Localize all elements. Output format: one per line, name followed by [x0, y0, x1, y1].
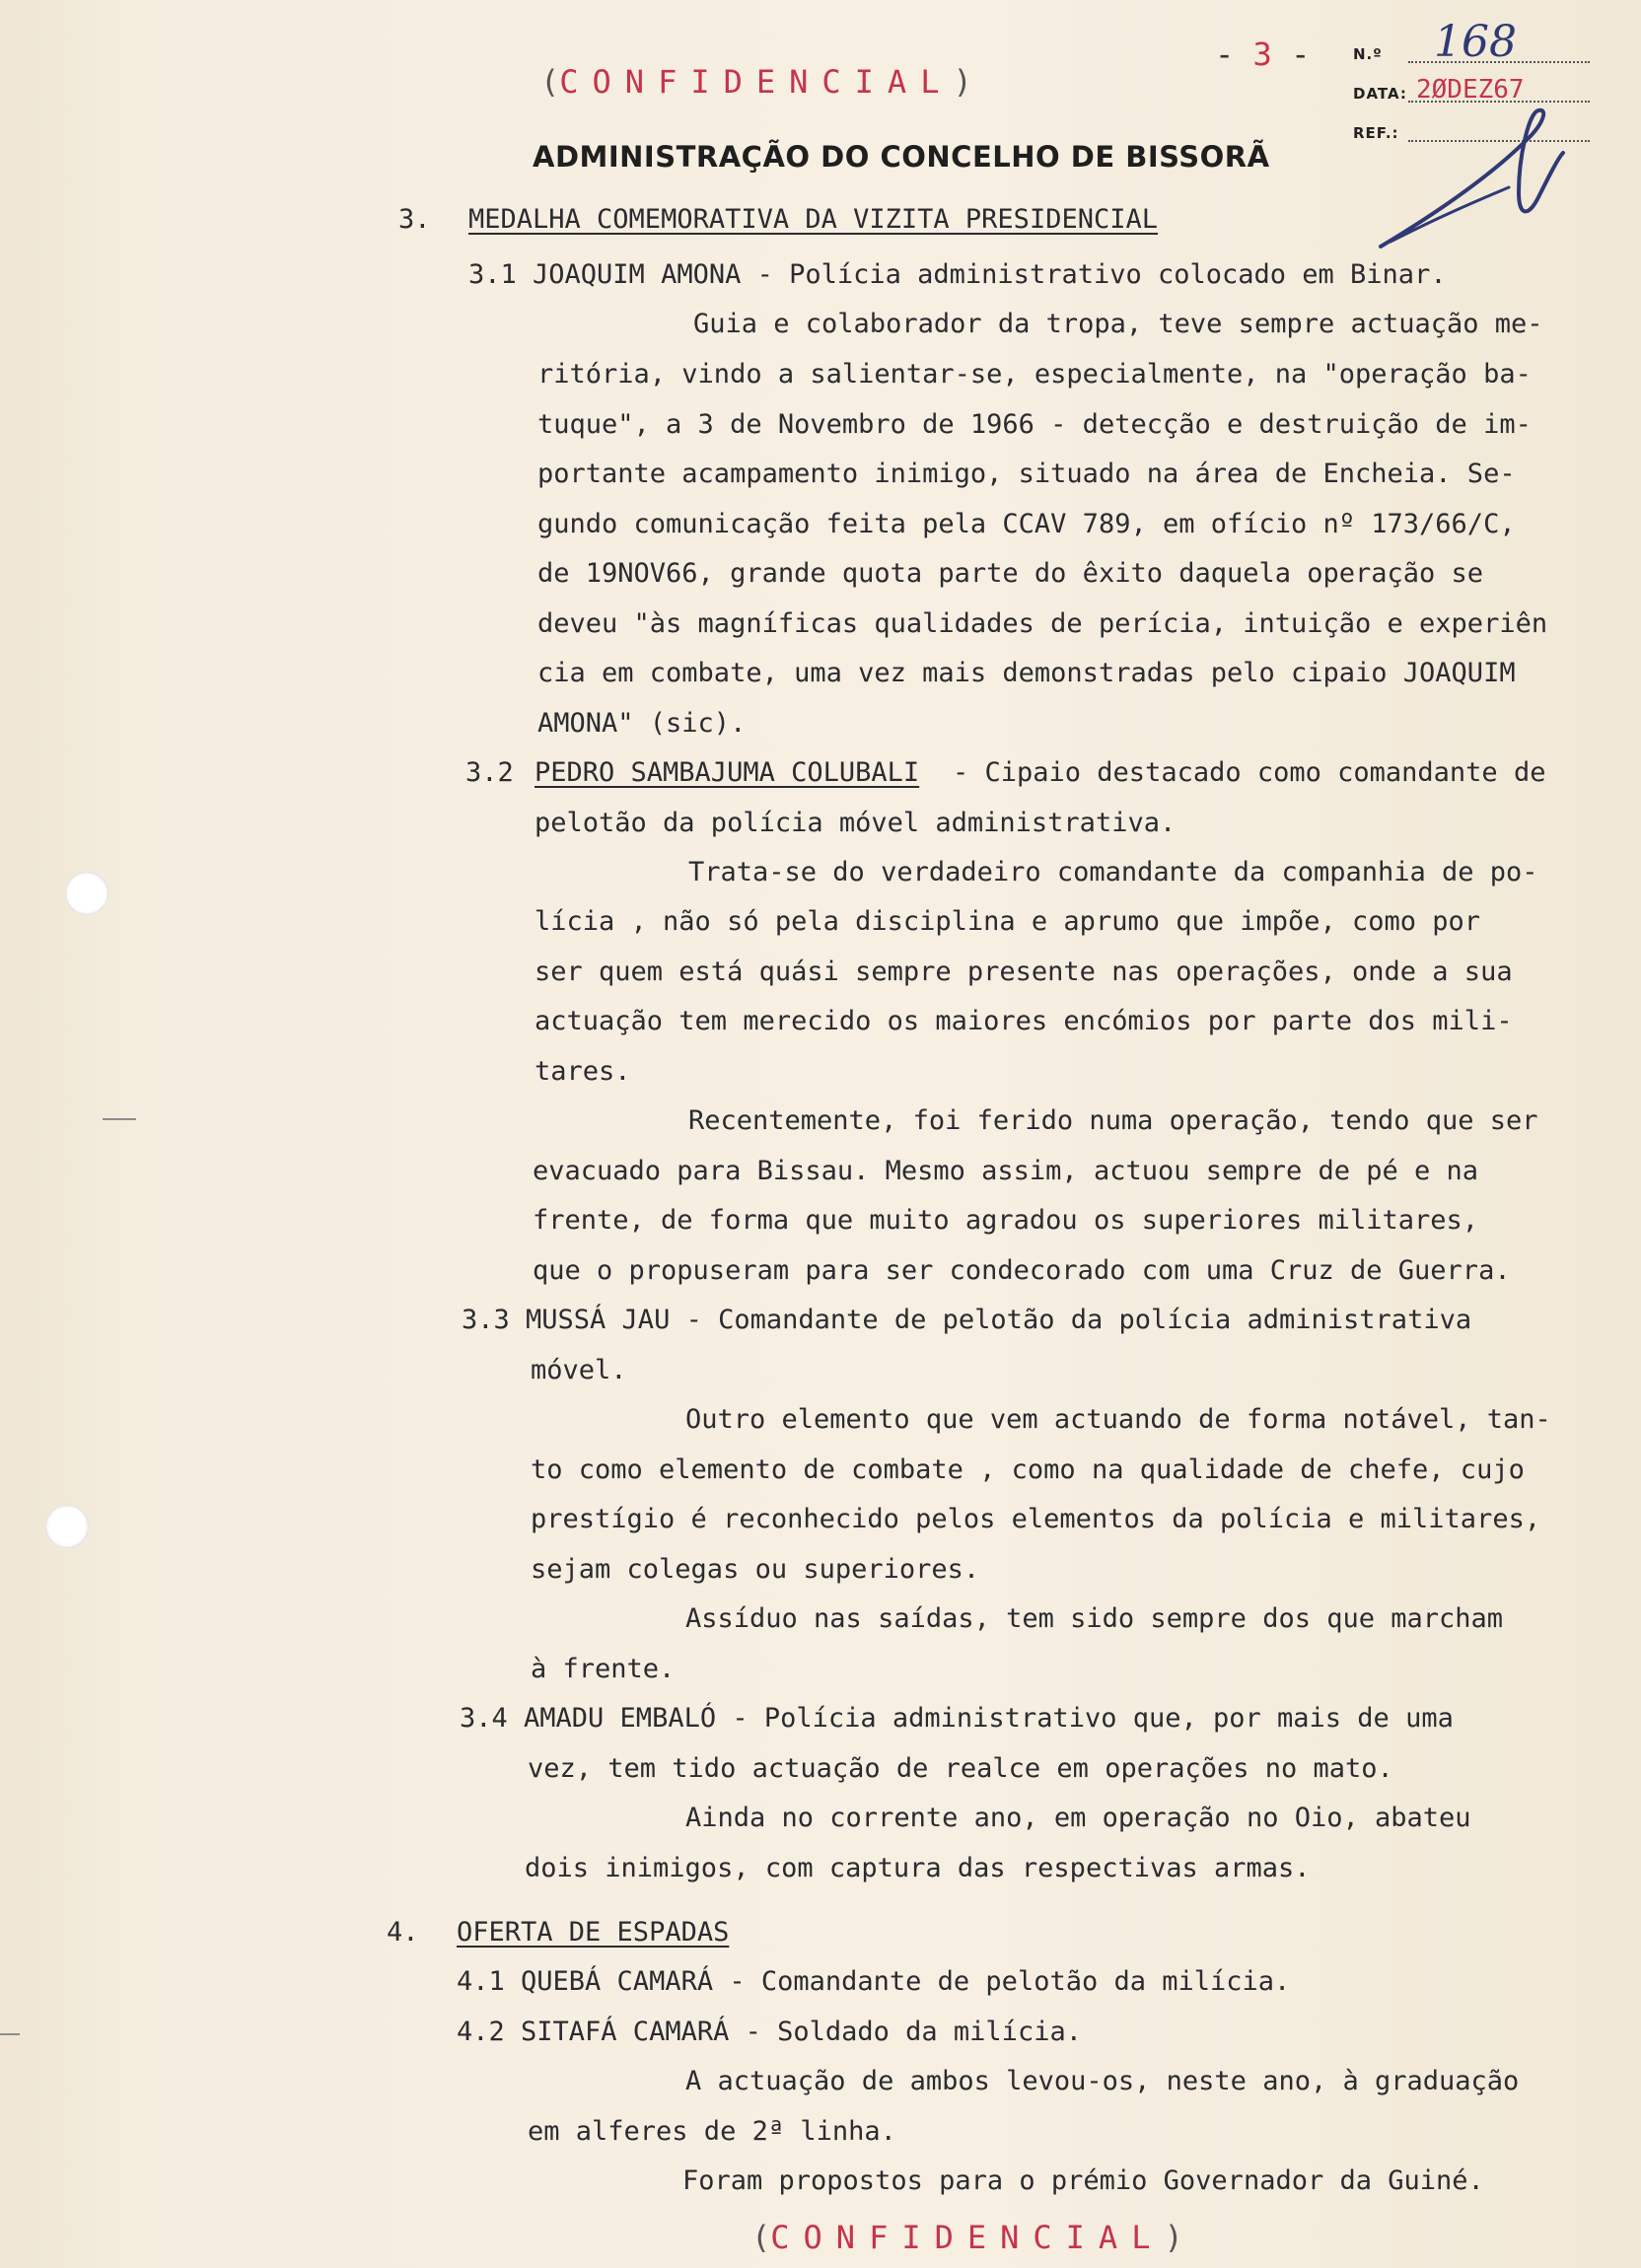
- text-line: Foram propostos para o prémio Governador da Guiné.: [682, 2165, 1484, 2196]
- text-line: sejam colegas ou superiores.: [531, 1554, 980, 1585]
- text-line: à frente.: [531, 1654, 676, 1684]
- text-line: lícia , não só pela disciplina e aprumo que impõe, como por: [535, 906, 1481, 937]
- stamp-ref-label: REF.:: [1353, 124, 1399, 142]
- text-line: prestígio é reconhecido pelos elementos da polícia e militares,: [531, 1504, 1541, 1534]
- section-title: OFERTA DE ESPADAS: [457, 1917, 730, 1948]
- text-line: portante acampamento inimigo, situado na área de Encheia. Se-: [537, 459, 1516, 489]
- margin-mark: [0, 2033, 20, 2035]
- text-line: 3.2: [465, 757, 531, 788]
- text-line: frente, de forma que muito agradou os superiores militares,: [533, 1205, 1479, 1236]
- text-line: ritória, vindo a salientar-se, especialmente, na "operação ba-: [537, 359, 1532, 390]
- text-line: móvel.: [531, 1355, 627, 1385]
- text-line: 4.2 SITAFÁ CAMARÁ - Soldado da milícia.: [457, 2017, 1082, 2047]
- text-line: 4.1 QUEBÁ CAMARÁ - Comandante de pelotão da milícia.: [457, 1966, 1291, 1997]
- text-line: de 19NOV66, grande quota parte do êxito daquela operação se: [537, 558, 1484, 589]
- text-line: gundo comunicação feita pela CCAV 789, em ofício nº 173/66/C,: [537, 509, 1516, 539]
- text-line: 3.: [398, 204, 431, 235]
- text-line: Assíduo nas saídas, tem sido sempre dos que marcham: [685, 1603, 1504, 1634]
- text-line: Trata-se do verdadeiro comandante da companhia de po-: [688, 857, 1538, 887]
- text-line: em alferes de 2ª linha.: [528, 2116, 896, 2147]
- text-line: A actuação de ambos levou-os, neste ano, à graduação: [685, 2066, 1520, 2096]
- stamp-date-label: DATA:: [1353, 85, 1407, 103]
- punch-hole: [65, 872, 108, 915]
- text-line: 3.1 JOAQUIM AMONA - Polícia administrativo colocado em Binar.: [468, 259, 1447, 290]
- text-line: tuque", a 3 de Novembro de 1966 - detecção e destruição de im-: [537, 409, 1532, 440]
- text-line: vez, tem tido actuação de realce em operações no mato.: [528, 1753, 1393, 1784]
- page-number-value: 3: [1252, 35, 1272, 73]
- text-line: Ainda no corrente ano, em operação no Oio, abateu: [685, 1803, 1471, 1833]
- text-line: to como elemento de combate , como na qualidade de chefe, cujo: [531, 1454, 1525, 1485]
- text-line: Guia e colaborador da tropa, teve sempre actuação me-: [693, 309, 1543, 339]
- text-line: actuação tem merecido os maiores encómios por parte dos mili-: [535, 1006, 1513, 1036]
- text-line: evacuado para Bissau. Mesmo assim, actuou sempre de pé e na: [533, 1156, 1479, 1186]
- text-line: 3.3 MUSSÁ JAU - Comandante de pelotão da polícia administrativa: [462, 1305, 1472, 1335]
- page-number: - 3 -: [1215, 35, 1311, 73]
- text-line: AMONA" (sic).: [537, 708, 747, 739]
- text-line: 3.4 AMADU EMBALÓ - Polícia administrativo que, por mais de uma: [460, 1703, 1454, 1734]
- punch-hole: [45, 1505, 89, 1548]
- text-line: ser quem está quási sempre presente nas operações, onde a sua: [535, 957, 1513, 987]
- text-line: pelotão da polícia móvel administrativa.: [535, 808, 1177, 838]
- text-line: dois inimigos, com captura das respectivas armas.: [525, 1853, 1311, 1883]
- confidential-header-text: CONFIDENCIAL: [559, 63, 954, 101]
- text-line: Recentemente, foi ferido numa operação, tendo que ser: [688, 1105, 1538, 1136]
- stamp-number-row: [1353, 17, 1590, 69]
- margin-mark: [103, 1118, 136, 1120]
- text-line: Outro elemento que vem actuando de forma notável, tan-: [685, 1404, 1551, 1435]
- stamp-number-label: N.º: [1353, 45, 1383, 63]
- stamp-number-value: 168: [1434, 17, 1517, 67]
- confidential-footer: (CONFIDENCIAL): [751, 2219, 1183, 2256]
- text-line: que o propuseram para ser condecorado com uma Cruz de Guerra.: [533, 1255, 1511, 1286]
- section-title: MEDALHA COMEMORATIVA DA VIZITA PRESIDENCIAL: [468, 204, 1158, 235]
- text-line: 4.: [387, 1917, 419, 1948]
- handwritten-signature: [1371, 99, 1588, 266]
- text-line: cia em combate, uma vez mais demonstradas pelo cipaio JOAQUIM: [537, 658, 1516, 688]
- text-line: - Cipaio destacado como comandante de: [953, 757, 1546, 788]
- organization-heading: ADMINISTRAÇÃO DO CONCELHO DE BISSORÃ: [533, 140, 1270, 174]
- section-title: PEDRO SAMBAJUMA COLUBALI: [535, 757, 920, 788]
- confidential-footer-text: CONFIDENCIAL: [770, 2219, 1165, 2256]
- confidential-header: (CONFIDENCIAL): [540, 63, 972, 101]
- stamp-date-value: 2ØDEZ67: [1416, 75, 1525, 105]
- text-line: deveu "às magníficas qualidades de perícia, intuição e experiên: [537, 608, 1548, 639]
- text-line: tares.: [535, 1056, 631, 1087]
